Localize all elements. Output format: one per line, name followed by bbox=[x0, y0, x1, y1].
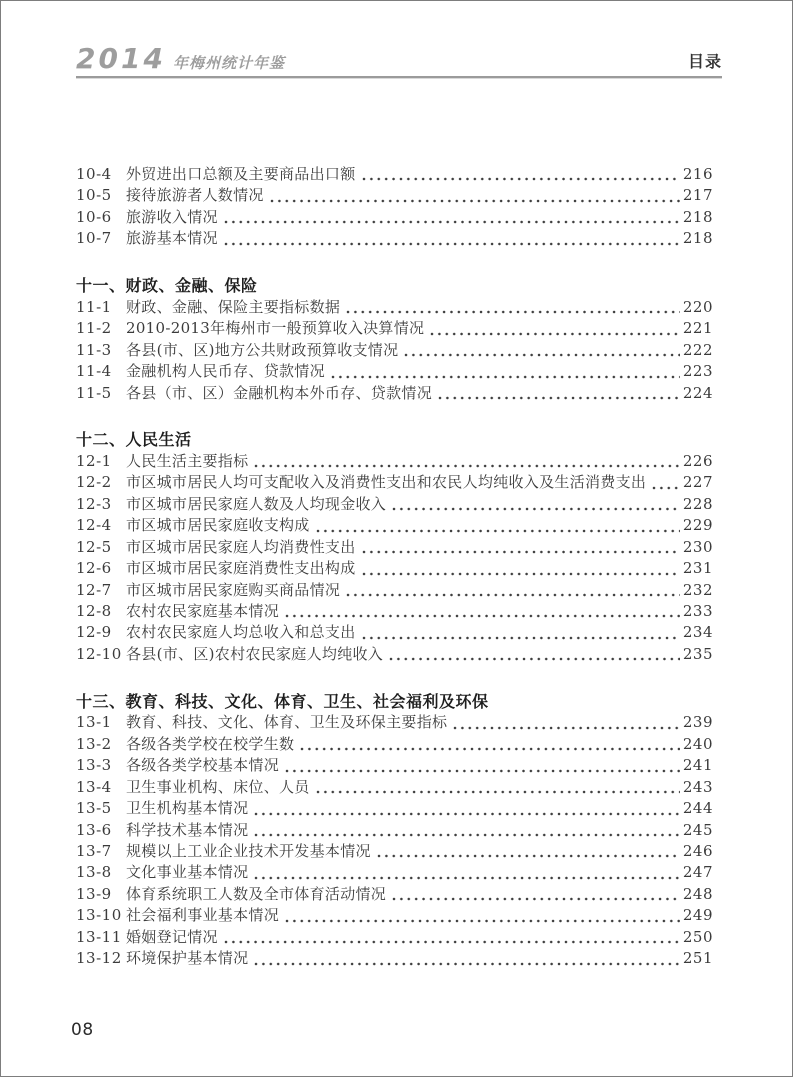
entry-title: 卫生事业机构、床位、人员 bbox=[126, 777, 310, 796]
toc-group bbox=[76, 691, 713, 970]
entry-title: 各县(市、区)地方公共财政预算收支情况 bbox=[126, 340, 399, 359]
entry-title: 科学技术基本情况 bbox=[126, 820, 249, 839]
entry-page-number: 250 bbox=[682, 927, 713, 946]
entry-number: 13-6 bbox=[76, 820, 112, 839]
dot-leader bbox=[362, 636, 680, 640]
toc-entry bbox=[76, 494, 713, 515]
toc-entry bbox=[76, 451, 713, 472]
section-heading: 十三、教育、科技、文化、体育、卫生、社会福利及环保 bbox=[76, 691, 489, 711]
entry-page-number: 227 bbox=[682, 473, 713, 492]
entry-page-number: 239 bbox=[682, 713, 713, 732]
toc bbox=[76, 164, 713, 970]
entry-number: 11-2 bbox=[76, 319, 112, 338]
entry-page-number: 234 bbox=[682, 623, 713, 642]
entry-number: 10-6 bbox=[76, 207, 112, 226]
toc-entry bbox=[76, 472, 713, 493]
toc-entry bbox=[76, 905, 713, 926]
entry-number: 12-5 bbox=[76, 537, 112, 556]
entry-page-number: 235 bbox=[682, 644, 713, 663]
entry-number: 13-11 bbox=[76, 927, 122, 946]
toc-entry bbox=[76, 712, 713, 733]
entry-number: 13-4 bbox=[76, 777, 112, 796]
entry-page-number: 251 bbox=[682, 949, 713, 968]
entry-page-number: 233 bbox=[682, 602, 713, 620]
entry-title: 市区城市居民家庭收支构成 bbox=[126, 516, 310, 535]
toc-entry bbox=[76, 361, 713, 382]
entry-number: 13-2 bbox=[76, 734, 112, 753]
entry-number: 13-8 bbox=[76, 863, 112, 882]
entry-page-number: 247 bbox=[682, 863, 713, 882]
toc-entry bbox=[76, 884, 713, 905]
entry-title: 接待旅游者人数情况 bbox=[126, 186, 264, 205]
toc-entry bbox=[76, 862, 713, 883]
entry-page-number: 243 bbox=[682, 777, 713, 796]
entry-number: 10-4 bbox=[76, 165, 112, 183]
dot-leader bbox=[389, 657, 680, 661]
toc-entry bbox=[76, 755, 713, 776]
entry-number: 12-2 bbox=[76, 473, 112, 492]
entry-title: 农村农民家庭基本情况 bbox=[126, 602, 280, 620]
entry-number: 13-10 bbox=[76, 906, 122, 925]
toc-entry bbox=[76, 601, 713, 622]
entry-number: 13-9 bbox=[76, 884, 112, 903]
dot-leader bbox=[392, 507, 680, 511]
dot-leader bbox=[254, 812, 679, 816]
dot-leader bbox=[346, 593, 680, 597]
dot-leader bbox=[300, 747, 680, 751]
dot-leader bbox=[254, 833, 679, 837]
section-heading: 十一、财政、金融、保险 bbox=[76, 276, 258, 296]
entry-number: 12-7 bbox=[76, 580, 112, 599]
toc-entry bbox=[76, 927, 713, 948]
dot-leader bbox=[362, 177, 680, 181]
dot-leader bbox=[285, 614, 680, 618]
entry-page-number: 226 bbox=[682, 451, 713, 470]
dot-leader bbox=[362, 550, 680, 554]
entry-page-number: 230 bbox=[682, 537, 713, 556]
toc-entry bbox=[76, 777, 713, 798]
entry-title: 市区城市居民人均可支配收入及消费性支出和农民人均纯收入及生活消费支出 bbox=[126, 473, 647, 492]
toc-entry bbox=[76, 841, 713, 862]
entry-title: 财政、金融、保险主要指标数据 bbox=[126, 297, 341, 316]
entry-page-number: 232 bbox=[682, 580, 713, 599]
toc-entry bbox=[76, 340, 713, 361]
entry-title: 人民生活主要指标 bbox=[126, 451, 249, 470]
entry-page-number: 216 bbox=[682, 165, 713, 183]
entry-title: 2010-2013年梅州市一般预算收入决算情况 bbox=[126, 319, 425, 338]
dot-leader bbox=[652, 486, 680, 490]
dot-leader bbox=[316, 790, 680, 794]
entry-number: 13-7 bbox=[76, 841, 112, 860]
dot-leader bbox=[331, 375, 680, 379]
toc-entry bbox=[76, 228, 713, 249]
entry-number: 12-10 bbox=[76, 644, 122, 663]
logo-year: 2014 bbox=[76, 42, 166, 75]
entry-page-number: 221 bbox=[682, 319, 713, 338]
toc-entry bbox=[76, 164, 713, 185]
toc-entry bbox=[76, 537, 713, 558]
toc-group bbox=[76, 429, 713, 665]
dot-leader bbox=[254, 464, 679, 468]
dot-leader bbox=[224, 242, 680, 246]
toc-entry bbox=[76, 580, 713, 601]
entry-number: 12-9 bbox=[76, 623, 112, 642]
footer-page-number: 08 bbox=[71, 1020, 94, 1040]
toc-entry bbox=[76, 515, 713, 536]
entry-page-number: 246 bbox=[682, 841, 713, 860]
entry-page-number: 224 bbox=[682, 383, 713, 402]
entry-title: 教育、科技、文化、体育、卫生及环保主要指标 bbox=[126, 713, 448, 732]
entry-page-number: 248 bbox=[682, 884, 713, 903]
dot-leader bbox=[346, 310, 680, 314]
entry-number: 12-4 bbox=[76, 516, 112, 535]
entry-title: 外贸进出口总额及主要商品出口额 bbox=[126, 165, 356, 183]
toc-group bbox=[76, 164, 713, 250]
entry-number: 11-4 bbox=[76, 362, 112, 381]
entry-page-number: 241 bbox=[682, 756, 713, 775]
entry-page-number: 223 bbox=[682, 362, 713, 381]
entry-title: 婚姻登记情况 bbox=[126, 927, 218, 946]
entry-title: 各级各类学校在校学生数 bbox=[126, 734, 295, 753]
dot-leader bbox=[316, 529, 680, 533]
header-rule bbox=[76, 76, 722, 79]
entry-title: 各县（市、区）金融机构本外币存、贷款情况 bbox=[126, 383, 433, 402]
entry-page-number: 218 bbox=[682, 207, 713, 226]
entry-number: 12-6 bbox=[76, 559, 112, 578]
toc-entry bbox=[76, 383, 713, 404]
dot-leader bbox=[430, 332, 680, 336]
entry-number: 12-8 bbox=[76, 602, 112, 620]
dot-leader bbox=[254, 876, 679, 880]
entry-title: 市区城市居民家庭消费性支出构成 bbox=[126, 559, 356, 578]
entry-title: 社会福利事业基本情况 bbox=[126, 906, 280, 925]
toc-entry bbox=[76, 734, 713, 755]
section-heading: 十二、人民生活 bbox=[76, 430, 192, 450]
entry-page-number: 218 bbox=[682, 229, 713, 248]
entry-number: 13-3 bbox=[76, 756, 112, 775]
dot-leader bbox=[392, 897, 680, 901]
entry-number: 13-1 bbox=[76, 713, 112, 732]
toc-entry bbox=[76, 558, 713, 579]
header-section-label: 目录 bbox=[687, 52, 722, 71]
yearbook-logo bbox=[76, 42, 285, 75]
page-header bbox=[76, 42, 722, 79]
entry-page-number: 231 bbox=[682, 559, 713, 578]
entry-number: 10-7 bbox=[76, 229, 112, 248]
toc-entry bbox=[76, 798, 713, 819]
toc-entry bbox=[76, 207, 713, 228]
entry-page-number: 217 bbox=[682, 186, 713, 205]
dot-leader bbox=[377, 854, 680, 858]
entry-page-number: 240 bbox=[682, 734, 713, 753]
dot-leader bbox=[285, 769, 680, 773]
entry-number: 12-3 bbox=[76, 494, 112, 513]
entry-page-number: 245 bbox=[682, 820, 713, 839]
entry-title: 金融机构人民币存、贷款情况 bbox=[126, 362, 325, 381]
entry-number: 11-3 bbox=[76, 340, 112, 359]
toc-entry bbox=[76, 318, 713, 339]
dot-leader bbox=[224, 220, 680, 224]
dot-leader bbox=[224, 940, 680, 944]
entry-number: 11-1 bbox=[76, 297, 112, 316]
dot-leader bbox=[254, 962, 679, 966]
toc-entry bbox=[76, 644, 713, 665]
toc-group bbox=[76, 275, 713, 404]
entry-number: 12-1 bbox=[76, 451, 112, 470]
toc-entry bbox=[76, 820, 713, 841]
entry-title: 卫生机构基本情况 bbox=[126, 799, 249, 818]
dot-leader bbox=[453, 726, 680, 730]
entry-title: 文化事业基本情况 bbox=[126, 863, 249, 882]
entry-title: 市区城市居民家庭人数及人均现金收入 bbox=[126, 494, 387, 513]
entry-page-number: 222 bbox=[682, 340, 713, 359]
entry-title: 规模以上工业企业技术开发基本情况 bbox=[126, 841, 371, 860]
toc-entry bbox=[76, 297, 713, 318]
entry-page-number: 220 bbox=[682, 297, 713, 316]
entry-number: 11-5 bbox=[76, 383, 112, 402]
toc-entry bbox=[76, 948, 713, 969]
entry-title: 旅游收入情况 bbox=[126, 207, 218, 226]
entry-page-number: 229 bbox=[682, 516, 713, 535]
entry-number: 13-5 bbox=[76, 799, 112, 818]
entry-title: 市区城市居民家庭人均消费性支出 bbox=[126, 537, 356, 556]
entry-title: 环境保护基本情况 bbox=[126, 949, 249, 968]
entry-title: 体育系统职工人数及全市体育活动情况 bbox=[126, 884, 387, 903]
entry-title: 各级各类学校基本情况 bbox=[126, 756, 280, 775]
logo-title: 年梅州统计年鉴 bbox=[172, 54, 285, 72]
dot-leader bbox=[404, 353, 679, 357]
dot-leader bbox=[362, 572, 680, 576]
dot-leader bbox=[270, 199, 680, 203]
entry-title: 旅游基本情况 bbox=[126, 229, 218, 248]
entry-title: 市区城市居民家庭购买商品情况 bbox=[126, 580, 341, 599]
dot-leader bbox=[438, 396, 680, 400]
entry-number: 13-12 bbox=[76, 949, 122, 968]
entry-title: 各县(市、区)农村农民家庭人均纯收入 bbox=[126, 644, 384, 663]
toc-entry bbox=[76, 185, 713, 206]
entry-title: 农村农民家庭人均总收入和总支出 bbox=[126, 623, 356, 642]
dot-leader bbox=[285, 919, 680, 923]
entry-page-number: 249 bbox=[682, 906, 713, 925]
entry-number: 10-5 bbox=[76, 186, 112, 205]
entry-page-number: 244 bbox=[682, 799, 713, 818]
entry-page-number: 228 bbox=[682, 494, 713, 513]
toc-entry bbox=[76, 622, 713, 643]
